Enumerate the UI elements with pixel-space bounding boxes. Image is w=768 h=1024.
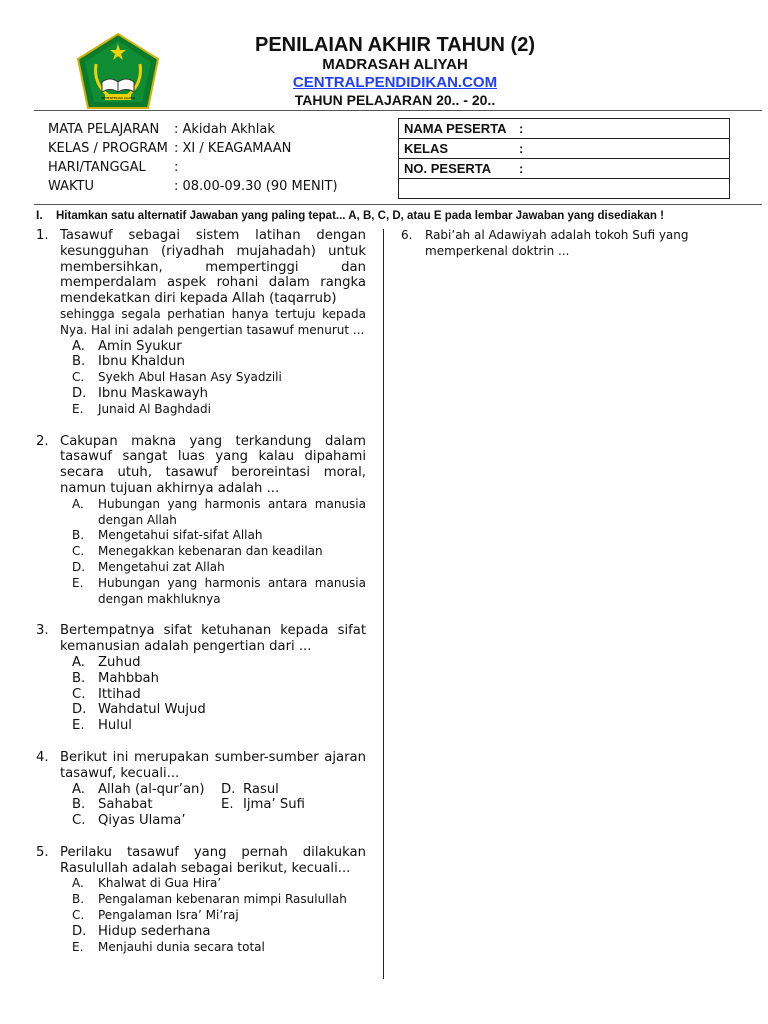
option[interactable]: D. Hidup sederhana xyxy=(72,923,211,939)
info-row: KELAS / PROGRAM : XI / KEAGAMAAN xyxy=(48,141,292,156)
info-divider xyxy=(34,204,762,205)
option[interactable]: B. Sahabat xyxy=(72,797,153,813)
option[interactable]: E. Junaid Al Baghdadi xyxy=(72,401,211,416)
option[interactable]: A. Khalwat di Gua Hira’ xyxy=(72,876,222,891)
option[interactable]: A. Hubungan yang harmonis antara manusia dengan Allah xyxy=(72,496,366,527)
identity-name-field[interactable]: NAMA PESERTA : xyxy=(399,119,729,139)
instruction-number: I. xyxy=(36,208,43,222)
school-name: MADRASAH ALIYAH xyxy=(322,56,468,73)
question-2: 2. Cakupan makna yang terkandung dalam tasawuf sangat luas yang kalau dipahami secara utuh, tasawuf beroreintasi moral, namun tujuan akhirnya adalah ... A. Hubungan yang harmonis antara manusia dengan Allah B. Mengetahui sifat-sifat Allah C. Menegakkan kebenaran dan keadilan D. Mengetahui zat Allah E. Hubungan yang harmonis antara manusia dengan makhluknya xyxy=(36,433,366,606)
left-column xyxy=(36,228,366,955)
exam-info xyxy=(48,120,374,196)
option[interactable]: D. Mengetahui zat Allah xyxy=(72,559,225,574)
question-5: 5. Perilaku tasawuf yang pernah dilakukan Rasulullah adalah sebagai berikut, kecuali... A. Khalwat di Gua Hira’ B. Pengalaman kebenaran mimpi Rasulullah C. Pengalaman Isra’ Mi’raj D. Hidup sederhana E. Menjauhi dunia secara total xyxy=(36,844,366,954)
page-title: PENILAIAN AKHIR TAHUN (2) xyxy=(255,34,535,56)
option[interactable]: D. Rasul xyxy=(221,781,279,797)
question-3: 3. Bertempatnya sifat ketuhanan kepada sifat kemanusian adalah pengertian dari ... A. Zuhud B. Mahbbah C. Ittihad D. Wahdatul Wujud E. Hulul xyxy=(36,623,366,734)
question-1: 1. Tasawuf sebagai sistem latihan dengan kesungguhan (riyadhah mujahadah) untuk membersihkan, mempertinggi dan memperdalam aspek rohani dalam rangka mendekatkan diri kepada Allah (taqarrub) sehingga segala perhatian hanya tertuju kepada Nya. Hal ini adalah pengertian tasawuf menurut ... A. Amin Syukur B. Ibnu Khaldun C. Syekh Abul Hasan Asy Syadzili D. Ibnu Maskawayh E. Junaid Al Baghdadi xyxy=(36,228,366,416)
column-divider xyxy=(383,229,384,979)
academic-year: TAHUN PELAJARAN 20.. - 20.. xyxy=(294,92,496,108)
kemenag-logo xyxy=(75,32,161,112)
option[interactable]: A. Zuhud xyxy=(72,654,141,670)
website-link[interactable]: CENTRALPENDIDIKAN.COM xyxy=(292,74,498,91)
header-block xyxy=(200,34,590,109)
question-4: 4. Berikut ini merupakan sumber-sumber ajaran tasawuf, kecuali... A. Allah (al-qur’an) D. Rasul B. Sahabat E. Ijma’ Sufi C. Qiyas Ulama’ xyxy=(36,749,366,829)
option[interactable]: C. Ittihad xyxy=(72,686,141,702)
identity-class-field[interactable]: KELAS : xyxy=(399,139,729,159)
option[interactable]: E. Ijma’ Sufi xyxy=(221,797,305,813)
info-row: HARI/TANGGAL : xyxy=(48,160,179,175)
info-row: WAKTU : 08.00-09.30 (90 MENIT) xyxy=(48,179,338,194)
option[interactable]: C. Menegakkan kebenaran dan keadilan xyxy=(72,544,323,559)
instruction-text: Hitamkan satu alternatif Jawaban yang paling tepat... A, B, C, D, atau E pada lembar Jawaban yang disediakan ! xyxy=(56,210,664,222)
option[interactable]: D. Wahdatul Wujud xyxy=(72,702,206,718)
question-6: 6. Rabi’ah al Adawiyah adalah tokoh Sufi yang memperkenal doktrin ... xyxy=(401,228,689,258)
student-identity-box xyxy=(398,118,730,199)
right-column xyxy=(401,228,701,260)
option[interactable]: C. Pengalaman Isra’ Mi’raj xyxy=(72,908,239,923)
option[interactable]: A. Allah (al-qur’an) xyxy=(72,781,205,797)
option[interactable]: E. Menjauhi dunia secara total xyxy=(72,939,265,954)
option[interactable]: B. Mahbbah xyxy=(72,670,159,686)
option[interactable]: E. Hulul xyxy=(72,718,132,734)
identity-number-field[interactable]: NO. PESERTA : xyxy=(399,159,729,179)
header-divider xyxy=(34,110,762,111)
logo-banner-text: KEMENTERIAN AGAMA xyxy=(101,96,135,100)
option[interactable]: C. Qiyas Ulama’ xyxy=(72,813,186,829)
option[interactable]: D. Ibnu Maskawayh xyxy=(72,385,209,401)
option[interactable]: B. Ibnu Khaldun xyxy=(72,354,186,370)
option[interactable]: C. Syekh Abul Hasan Asy Syadzili xyxy=(72,370,282,385)
option[interactable]: A. Amin Syukur xyxy=(72,338,182,354)
instruction xyxy=(36,208,664,222)
option[interactable]: B. Mengetahui sifat-sifat Allah xyxy=(72,528,263,543)
option[interactable]: B. Pengalaman kebenaran mimpi Rasulullah xyxy=(72,892,347,907)
info-row: MATA PELAJARAN : Akidah Akhlak xyxy=(48,122,275,137)
identity-blank-field[interactable] xyxy=(399,179,729,198)
option[interactable]: E. Hubungan yang harmonis antara manusia dengan makhluknya xyxy=(72,575,366,606)
